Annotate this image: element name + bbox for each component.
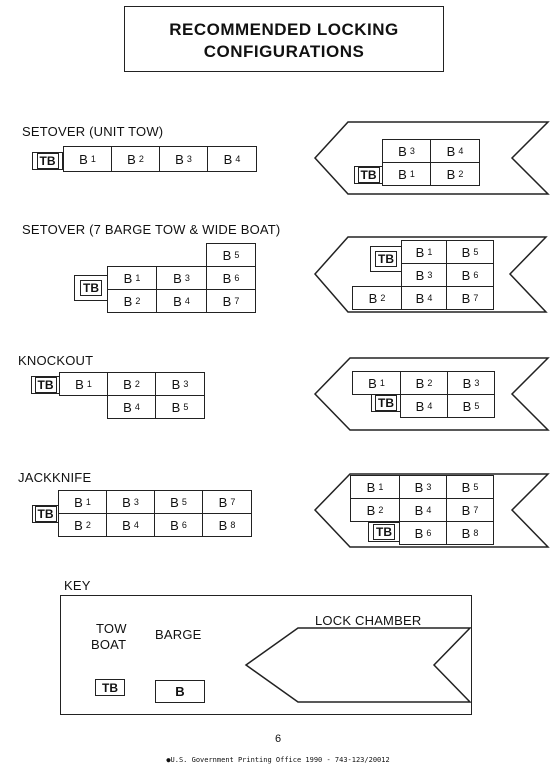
barge-b5: B 5	[447, 394, 495, 418]
tow-boat-label: TB	[375, 251, 397, 267]
key-barge-symbol	[155, 680, 205, 703]
key-barge-label: BARGE	[155, 627, 202, 642]
barge-b4: B 4	[401, 286, 447, 310]
barge-b2: B 2	[352, 286, 402, 310]
barge-letter: B	[415, 398, 425, 414]
tow-boat-label: TB	[37, 153, 59, 169]
tow-boat-label: TB	[80, 280, 102, 296]
tow-boat-label: TB	[35, 506, 57, 522]
barge-letter: B	[123, 293, 133, 309]
barge-letter: B	[415, 290, 425, 306]
key-tow-boat-label-line-2: BOAT	[91, 637, 127, 652]
barge-letter: B	[366, 502, 376, 518]
barge-b3: B 3	[155, 372, 205, 396]
barge-b3: B 3	[156, 266, 207, 290]
barge-letter: B	[171, 399, 181, 415]
barge-b6: B 6	[206, 266, 256, 290]
barge-letter: B	[368, 375, 377, 391]
barge-letter: B	[415, 244, 425, 260]
tow-boat-label: TB	[375, 395, 397, 411]
barge-b2: B 2	[58, 513, 107, 537]
barge-b2: B 2	[107, 372, 156, 396]
barge-letter: B	[461, 244, 471, 260]
barge-b6: B 6	[446, 263, 494, 287]
barge-b2: B 2	[350, 498, 400, 522]
barge-b7: B 7	[202, 490, 252, 514]
barge-letter: B	[170, 494, 179, 510]
barge-letter: B	[462, 375, 472, 391]
barge-letter: B	[398, 143, 407, 159]
barge-letter: B	[366, 479, 376, 495]
barge-letter: B	[414, 479, 424, 495]
barge-b4: B 4	[430, 139, 480, 163]
tow-boat	[354, 166, 383, 184]
barge-b5: B 5	[206, 243, 256, 267]
barge-b1: B 1	[382, 162, 431, 186]
barge-b5: B 5	[154, 490, 203, 514]
barge-b3: B 3	[401, 263, 447, 287]
barge-b1: B 1	[352, 371, 401, 395]
barge-letter: B	[398, 166, 407, 182]
barge-b1: B 1	[59, 372, 108, 396]
tow-boat	[74, 275, 108, 301]
title-line-2: CONFIGURATIONS	[203, 42, 365, 61]
barge-letter: B	[122, 517, 131, 533]
barge-b2: B 2	[400, 371, 448, 395]
barge-b4: B 4	[399, 498, 447, 522]
barge-b8: B 8	[446, 521, 494, 545]
barge-b2: B 2	[111, 146, 160, 172]
barge-letter: B	[222, 270, 232, 286]
barge-b3: B 3	[159, 146, 208, 172]
barge-letter: B	[74, 517, 83, 533]
key-tow-boat-symbol-text: TB	[102, 680, 118, 695]
section-label-setover-unit-tow: SETOVER (UNIT TOW)	[22, 124, 164, 139]
barge-b3: B 3	[106, 490, 155, 514]
tow-boat-label: TB	[35, 377, 57, 393]
barge-b3: B 3	[447, 371, 495, 395]
barge-b7: B 7	[206, 289, 256, 313]
barge-b1: B 1	[350, 475, 400, 499]
barge-letter: B	[173, 270, 182, 286]
barge-letter: B	[461, 267, 471, 283]
tow-boat	[32, 152, 63, 170]
barge-b2: B 2	[430, 162, 480, 186]
barge-letter: B	[368, 290, 378, 306]
barge-letter: B	[414, 502, 424, 518]
barge-b7: B 7	[446, 498, 494, 522]
barge-letter: B	[462, 398, 472, 414]
tow-boat-label: TB	[373, 524, 395, 540]
key-label: KEY	[64, 578, 91, 593]
barge-letter: B	[170, 517, 179, 533]
barge-b4: B 4	[107, 395, 156, 419]
barge-b5: B 5	[155, 395, 205, 419]
barge-letter: B	[218, 494, 228, 510]
barge-letter: B	[75, 376, 84, 392]
barge-b5: B 5	[446, 475, 494, 499]
barge-b1: B 1	[107, 266, 157, 290]
barge-letter: B	[123, 270, 133, 286]
key-lock-chamber-label: LOCK CHAMBER	[315, 613, 422, 628]
barge-b4: B 4	[106, 513, 155, 537]
tow-boat	[31, 376, 60, 394]
barge-b5: B 5	[446, 240, 494, 264]
barge-b4: B 4	[400, 394, 448, 418]
barge-b3: B 3	[399, 475, 447, 499]
key-barge-symbol-text: B	[175, 684, 185, 699]
key-tow-boat-symbol	[95, 679, 125, 696]
barge-letter: B	[127, 151, 136, 167]
barge-b7: B 7	[446, 286, 494, 310]
barge-letter: B	[123, 399, 132, 415]
barge-b1: B 1	[401, 240, 447, 264]
barge-letter: B	[222, 247, 232, 263]
key-tow-boat-label-line-1: TOW	[96, 621, 127, 636]
barge-letter: B	[222, 293, 232, 309]
barge-letter: B	[414, 525, 424, 541]
barge-letter: B	[173, 293, 182, 309]
barge-letter: B	[461, 502, 471, 518]
barge-letter: B	[461, 479, 471, 495]
barge-letter: B	[123, 376, 132, 392]
barge-letter: B	[446, 166, 456, 182]
barge-b4: B 4	[207, 146, 257, 172]
barge-letter: B	[79, 151, 88, 167]
barge-letter: B	[175, 151, 184, 167]
barge-b8: B 8	[202, 513, 252, 537]
barge-letter: B	[223, 151, 233, 167]
barge-letter: B	[446, 143, 456, 159]
barge-b3: B 3	[382, 139, 431, 163]
barge-letter: B	[461, 525, 471, 541]
tow-boat-label: TB	[358, 167, 380, 183]
section-label-setover-7-barge: SETOVER (7 BARGE TOW & WIDE BOAT)	[22, 222, 281, 237]
barge-letter: B	[74, 494, 83, 510]
barge-letter: B	[171, 376, 181, 392]
barge-letter: B	[415, 375, 425, 391]
tow-boat	[370, 246, 402, 272]
barge-b1: B 1	[63, 146, 112, 172]
printing-office-footer: ●U.S. Government Printing Office 1990 - 743-123/20012	[166, 756, 390, 764]
tow-boat	[371, 394, 401, 412]
barge-letter: B	[122, 494, 131, 510]
barge-b6: B 6	[154, 513, 203, 537]
tow-boat	[32, 505, 59, 523]
title-line-1: RECOMMENDED LOCKING	[169, 20, 399, 39]
section-label-jackknife: JACKKNIFE	[18, 470, 92, 485]
section-label-knockout: KNOCKOUT	[18, 353, 94, 368]
barge-b1: B 1	[58, 490, 107, 514]
barge-b4: B 4	[156, 289, 207, 313]
barge-letter: B	[461, 290, 471, 306]
barge-letter: B	[415, 267, 425, 283]
tow-boat	[368, 522, 400, 542]
barge-letter: B	[218, 517, 228, 533]
barge-b2: B 2	[107, 289, 157, 313]
barge-b6: B 6	[399, 521, 447, 545]
page-number: 6	[274, 733, 282, 745]
